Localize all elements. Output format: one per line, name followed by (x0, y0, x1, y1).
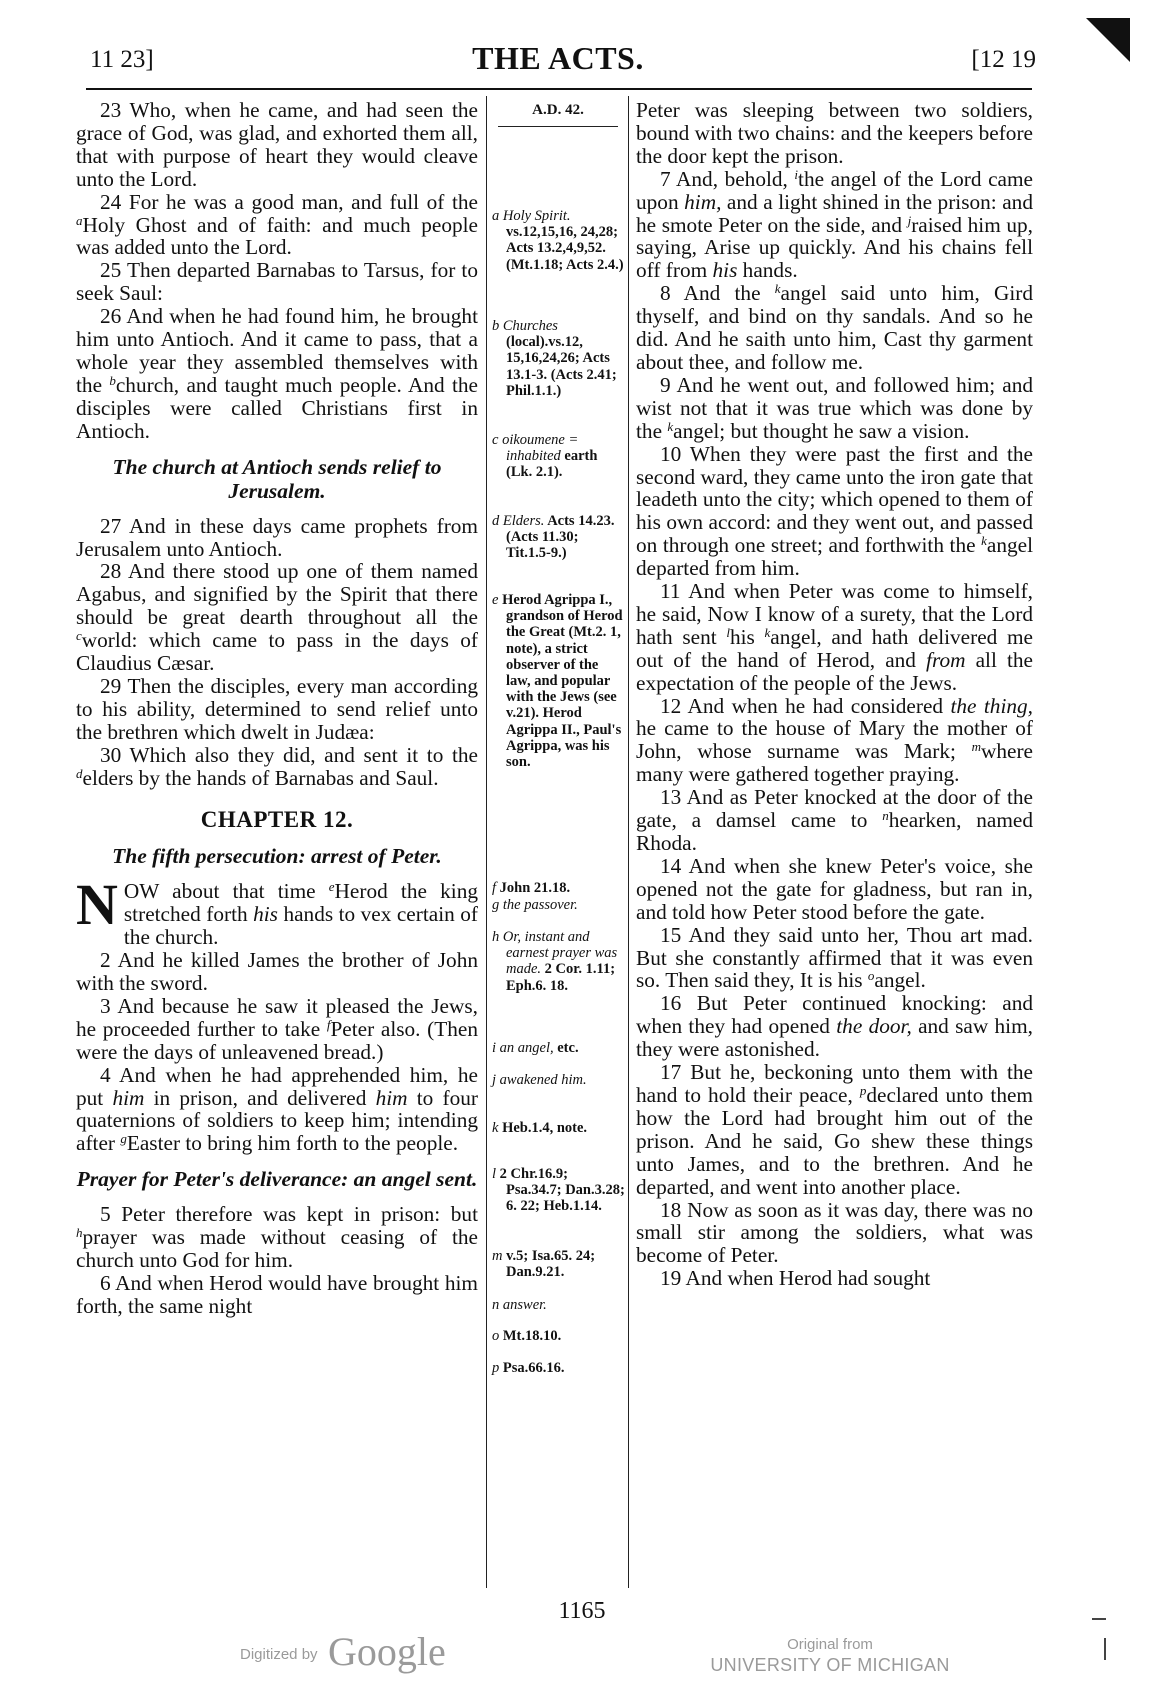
verse-text: he came to the house of Mary the mother of John, whose surname was Mark; (636, 716, 1033, 764)
verse-text: 7 And, behold, (660, 166, 795, 191)
margin-note-text: vs.12,15,16, 24,28; Acts 13.2,4,9,52. (Mt.1.18; Acts 2.4.) (506, 224, 624, 273)
verse-text: 6 And when Herod would have brought him forth, the same night (76, 1270, 478, 1318)
verse-paragraph (76, 99, 478, 191)
verse-text: OW about that time (123, 879, 329, 904)
reference-marker: m (971, 739, 981, 755)
verse-text: 10 When they were past the first and the second ward, they came unto the iron gate that leadeth unto the city; which opened to them of his own accord: and they went out, and passed on through one street; and forthwith the (636, 441, 1033, 558)
scan-mark (1092, 1618, 1106, 1620)
verse-text: 18 Now as soon as it was day, there was no small stir among the soldiers, what was become of Peter. (636, 1197, 1033, 1268)
verse-paragraph (76, 515, 478, 561)
digitized-by-label: Digitized by (240, 1646, 318, 1663)
header-right-ref: [12 19 (971, 46, 1036, 73)
margin-note-key: o (492, 1328, 500, 1344)
verse-text: angel, and hath delivered me out of the hand of Herod, and (636, 624, 1034, 672)
verse-text: in prison, and delivered (144, 1085, 376, 1110)
margin-note-label: an angel, (499, 1040, 554, 1056)
italic-text: his (712, 258, 738, 283)
margin-note-text: (local).vs.12, 15,16,24,26; Acts 13.1-3. (Acts 2.41; Phil.1.1.) (506, 334, 617, 399)
verse-paragraph (636, 1267, 1033, 1290)
verse-text: 16 But Peter continued knocking: and when they had opened (636, 991, 1033, 1039)
verse-text: prayer was made without ceasing of the church unto God for him. (76, 1225, 478, 1273)
verse-text: 26 And when he had found him, he brought him unto Antioch. And it came to pass, that a whole year they assembled themselves with the (76, 304, 478, 397)
verse-text: 5 Peter therefore was kept in prison: but (100, 1202, 478, 1227)
margin-note-label: Holy Spirit. (502, 208, 571, 224)
verse-text: angel departed from him. (636, 533, 1033, 581)
margin-note (492, 1328, 626, 1344)
column-divider-right (628, 96, 629, 1588)
verse-paragraph (76, 191, 478, 260)
text-column-right (636, 99, 1033, 1290)
verse-paragraph (636, 924, 1033, 993)
verse-text: 19 And when Herod had sought (660, 1266, 931, 1291)
verse-paragraph (636, 282, 1033, 374)
drop-cap: N (76, 872, 118, 938)
reference-marker: i (794, 166, 799, 182)
header-book-title: THE ACTS. (472, 40, 644, 76)
italic-text: him (375, 1085, 408, 1110)
italic-text: from (926, 647, 966, 672)
italic-text: him, (684, 189, 722, 214)
margin-note-key: d (492, 513, 500, 529)
margin-note (492, 1297, 626, 1313)
margin-note-key: g (492, 897, 500, 913)
margin-note-label: Churches (502, 318, 558, 334)
university-label: UNIVERSITY OF MICHIGAN (710, 1655, 950, 1675)
margin-note-key: l (492, 1166, 497, 1182)
margin-note-text: Psa.66.16. (502, 1360, 565, 1376)
verse-text: where many were gathered together praying. (636, 739, 1033, 787)
verse-text: 29 Then the disciples, every man according to his ability, determined to send relief unto the brethren which dwelt in Judæa: (76, 673, 478, 744)
margin-note (492, 208, 626, 273)
italic-text: his (253, 902, 278, 927)
margin-note-text: Mt.18.10. (502, 1328, 562, 1344)
column-divider-left (486, 96, 487, 1588)
margin-note-text: Herod Agrippa I., grandson of Herod the Great (Mt.2. 1, note), a strict observer of the law, and popular with the Jews (see v.21). Herod Agrippa II., Paul's Agrippa, was his son. (502, 592, 623, 771)
margin-note-key: f (492, 880, 497, 896)
verse-text: his (729, 624, 765, 649)
margin-date: A.D. 42. (532, 102, 584, 118)
verse-paragraph (636, 1199, 1033, 1268)
margin-note (492, 592, 626, 770)
margin-note-text: etc. (557, 1040, 579, 1056)
margin-note-key: p (492, 1360, 500, 1376)
section-heading (76, 844, 478, 868)
verse-paragraph (76, 675, 478, 744)
verse-text: 8 And the (660, 281, 775, 306)
verse-text: Peter was sleeping between two soldiers, bound with two chains: and the keepers before the door kept the prison. (636, 98, 1033, 168)
page-number: 1165 (558, 1598, 606, 1624)
margin-note-key: h (492, 929, 500, 945)
verse-text: 13 And as Peter knocked at the door of the gate, a damsel came to (636, 785, 1033, 833)
margin-note (492, 1120, 626, 1136)
original-from-label: Original from (787, 1636, 873, 1653)
verse-text: 12 And when he had considered (660, 693, 951, 718)
margin-note-key: n (492, 1297, 500, 1313)
margin-note-key: m (492, 1248, 503, 1264)
verse-text: 27 And in these days came prophets from Jerusalem unto Antioch. (76, 513, 478, 561)
margin-note (492, 1072, 626, 1088)
verse-text: hands to vex certain of the church. (123, 902, 478, 950)
verse-paragraph (636, 786, 1033, 855)
verse-paragraph (636, 168, 1033, 283)
verse-paragraph (636, 855, 1033, 924)
header-rule (86, 88, 1032, 90)
verse-text: angel said unto him, Gird thyself, and bind on thy sandals. And so he did. And he saith unto him, Cast thy garment about thee, and follow me. (636, 281, 1034, 374)
margin-note (492, 318, 626, 399)
reference-marker: b (109, 372, 116, 388)
verse-paragraph (76, 1203, 478, 1272)
margin-note (492, 1040, 626, 1056)
margin-note-label: awakened him. (499, 1072, 587, 1088)
margin-note-label: Or, instant and earnest prayer was made. (502, 929, 618, 978)
margin-note (492, 880, 626, 896)
margin-note-key: i (492, 1040, 497, 1056)
verse-paragraph (636, 992, 1033, 1061)
margin-note-label: oikoumene = inhabited (502, 432, 579, 465)
verse-text: Easter to bring him forth to the people. (126, 1131, 459, 1156)
verse-text: angel. (874, 968, 926, 993)
reference-marker: a (76, 212, 83, 228)
reference-marker: c (76, 628, 82, 644)
verse-text: and saw him, they were astonished. (636, 1014, 1033, 1062)
verse-text: Herod the king stretched forth (123, 879, 478, 927)
reference-marker: k (981, 533, 987, 549)
verse-paragraph (76, 744, 478, 790)
verse-text: Prayer for Peter's deliverance: an angel sent. (76, 1167, 478, 1192)
verse-text: and a light shined in the prison: and he smote Peter on the side, and (636, 189, 1033, 237)
italic-text: the door, (836, 1014, 912, 1039)
verse-text: raised him up, saying, Arise up quickly. And his chains fell off from (636, 212, 1033, 283)
chapter-heading (76, 809, 478, 832)
header-left-ref: 11 23] (90, 46, 154, 73)
reference-marker: k (774, 281, 781, 297)
verse-paragraph (76, 259, 478, 305)
verse-text: hands. (737, 258, 798, 283)
verse-paragraph (76, 949, 478, 995)
verse-text: the angel of the Lord came upon (636, 166, 1034, 214)
margin-note (492, 897, 626, 913)
reference-marker: d (76, 765, 83, 781)
verse-text: Holy Ghost and of faith: and much people was added unto the Lord. (76, 212, 478, 260)
reference-marker: n (882, 808, 889, 824)
verse-paragraph (636, 580, 1033, 695)
verse-text: 23 Who, when he came, and had seen the grace of God, was glad, and exhorted them all, that with purpose of heart they would cleave unto the Lord. (76, 98, 478, 191)
margin-note-text: 2 Cor. 1.11; Eph.6. 18. (506, 961, 616, 994)
verse-paragraph (636, 99, 1033, 168)
italic-text: him (112, 1085, 145, 1110)
margin-note-text: 2 Chr.16.9; Psa.34.7; Dan.3.28; 6. 22; Heb.1.14. (499, 1166, 625, 1215)
verse-paragraph (76, 1272, 478, 1318)
verse-text: The church at Antioch sends relief to Jerusalem. (112, 454, 442, 503)
verse-text: The fifth persecution: arrest of Peter. (112, 844, 442, 869)
margin-note-key: c (492, 432, 499, 448)
verse-text: 11 And when Peter was come to himself, he said, Now I know of a surety, that the Lord hath sent (636, 579, 1033, 649)
margin-date-rule (498, 126, 618, 127)
margin-note-label: the passover. (502, 897, 578, 913)
verse-text: elders by the hands of Barnabas and Saul. (82, 765, 439, 790)
verse-text: 17 But he, beckoning unto them with the hand to hold their peace, (636, 1060, 1033, 1107)
reference-marker: l (726, 624, 730, 640)
reference-marker: j (907, 212, 912, 228)
marginal-references (488, 96, 628, 1376)
page-corner-mark (1086, 18, 1130, 62)
margin-note-key: e (492, 592, 499, 608)
verse-paragraph (636, 443, 1033, 580)
reference-marker: o (867, 968, 875, 984)
verse-text: 4 And when he had apprehended him, he put (76, 1062, 478, 1110)
verse-text: hearken, named Rhoda. (636, 808, 1033, 855)
margin-note-key: a (492, 208, 500, 224)
verse-text: 28 And there stood up one of them named Agabus, and signified by the Spirit that there should be great dearth throughout all the (76, 559, 478, 630)
verse-text: 30 Which also they did, and sent it to the (100, 742, 478, 767)
verse-paragraph (76, 1064, 478, 1156)
verse-paragraph (636, 1061, 1033, 1198)
verse-text: 25 Then departed Barnabas to Tarsus, for to seek Saul: (76, 258, 478, 306)
margin-note (492, 1248, 626, 1280)
verse-text: Peter also. (Then were the days of unleavened bread.) (76, 1016, 478, 1064)
verse-text: 2 And he killed James the brother of John with the sword. (76, 948, 478, 995)
verse-paragraph (76, 995, 478, 1064)
margin-note-key: b (492, 318, 500, 334)
margin-note-label: answer. (502, 1297, 547, 1313)
verse-paragraph (76, 872, 478, 950)
verse-paragraph (76, 305, 478, 442)
digitized-by-watermark (240, 1628, 446, 1675)
reference-marker: e (328, 879, 335, 895)
margin-note-key: k (492, 1120, 499, 1136)
margin-note (492, 1360, 626, 1376)
margin-note-text: Heb.1.4, note. (502, 1120, 588, 1136)
reference-marker: k (764, 624, 771, 640)
verse-text: 9 And he went out, and followed him; and wist not that it was true which was done by the (636, 372, 1033, 443)
verse-text: all the expectation of the people of the Jews. (636, 647, 1033, 695)
verse-paragraph (636, 695, 1033, 787)
verse-text: angel; but thought he saw a vision. (673, 418, 970, 443)
verse-text: 24 For he was a good man, and full of the (100, 189, 478, 214)
verse-text: church, and taught much people. And the disciples were called Christians first in Antioch. (76, 372, 479, 443)
verse-text: 15 And they said unto her, Thou art mad. But she constantly affirmed that it was even so. Then said they, It is his (636, 922, 1033, 993)
scan-mark (1104, 1638, 1106, 1660)
verse-text: declared unto them how the Lord had brought him out of the prison. And he said, Go shew these things unto James, and to the brethren. And he departed, and went into another place. (636, 1082, 1033, 1199)
reference-marker: f (326, 1016, 331, 1032)
verse-paragraph (636, 374, 1033, 443)
verse-text: CHAPTER 12. (200, 807, 354, 833)
section-heading (76, 1167, 478, 1191)
italic-text: the thing, (950, 693, 1033, 718)
margin-note-label: Elders. (502, 513, 545, 529)
verse-paragraph (76, 560, 478, 675)
margin-note (492, 432, 626, 481)
reference-marker: p (859, 1082, 867, 1098)
google-logo: Google (328, 1629, 446, 1674)
margin-note (492, 513, 626, 562)
original-from-watermark (700, 1634, 960, 1676)
verse-text: to four quaternions of soldiers to keep him; intending after (76, 1085, 479, 1156)
margin-note (492, 1166, 626, 1215)
margin-note-text: v.5; Isa.65. 24; Dan.9.21. (506, 1248, 596, 1281)
verse-text: world: which came to pass in the days of Claudius Cæsar. (76, 628, 478, 676)
margin-note-text: earth (Lk. 2.1). (506, 448, 598, 481)
margin-note-text: Acts 14.23. (Acts 11.30; Tit.1.5-9.) (506, 513, 615, 562)
reference-marker: h (76, 1225, 83, 1241)
reference-marker: g (120, 1131, 127, 1147)
verse-text: 14 And when she knew Peter's voice, she opened not the gate for gladness, but ran in, and told how Peter stood before the gate. (636, 853, 1033, 924)
verse-text: 3 And because he saw it pleased the Jews, he proceeded further to take (76, 993, 478, 1041)
section-heading (76, 455, 478, 503)
margin-note-text: John 21.18. (499, 880, 571, 896)
running-header (78, 40, 1038, 84)
reference-marker: k (667, 418, 674, 434)
margin-note-key: j (492, 1072, 497, 1088)
margin-note (492, 929, 626, 994)
text-column-left (76, 99, 478, 1318)
